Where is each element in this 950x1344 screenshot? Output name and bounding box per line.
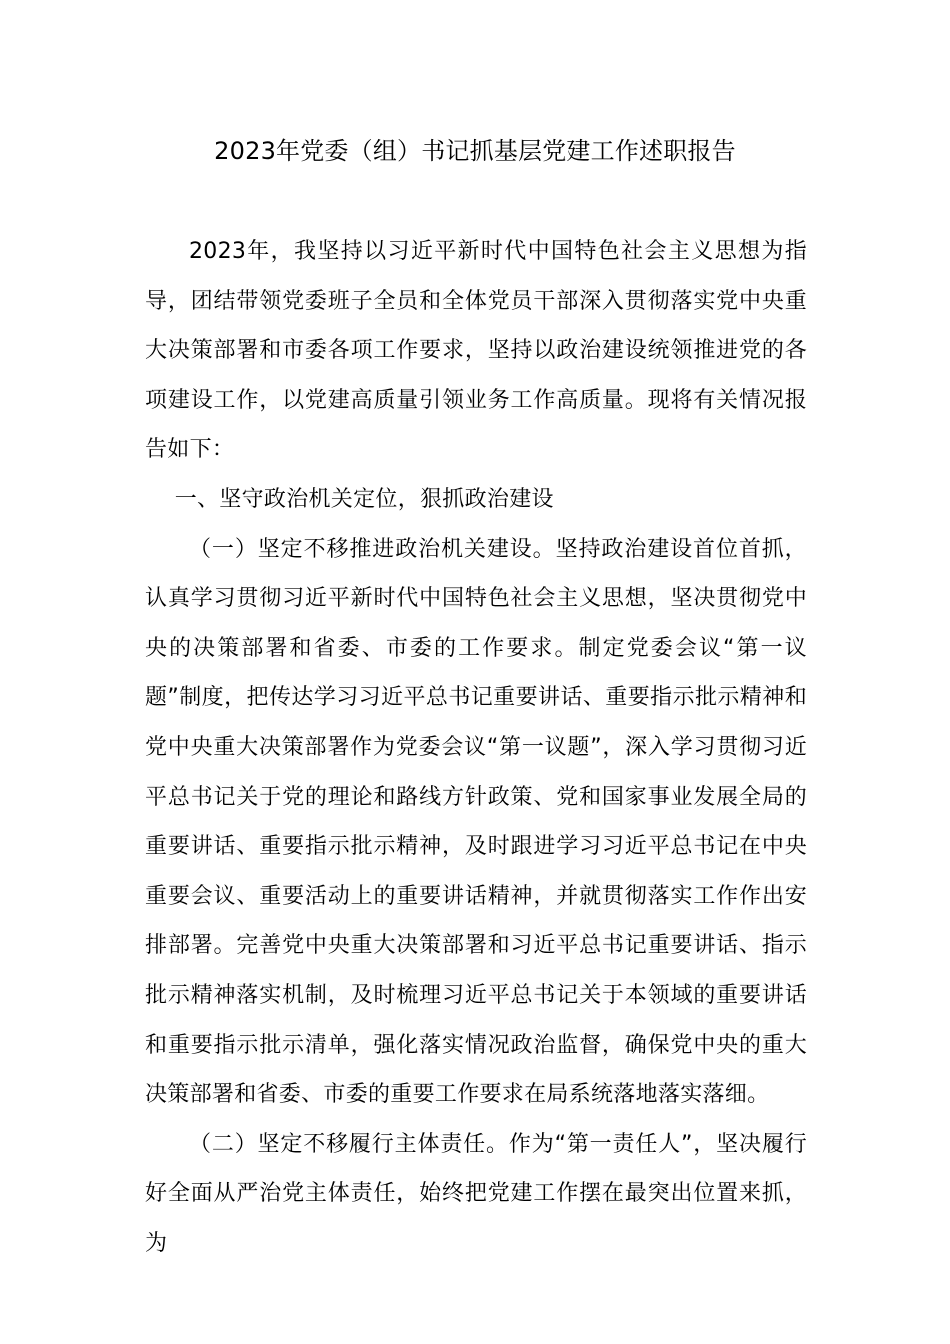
document-body <box>145 227 807 1268</box>
item-2-lead: （二）坚定不移履行主体责任。 <box>189 1131 509 1157</box>
section-heading-1: 一、坚守政治机关定位，狠抓政治建设 <box>174 486 554 512</box>
item-1-text: 坚持政治建设首位首抓，认真学习贯彻习近平新时代中国特色社会主义思想，坚决贯彻党中央的决策部署和省委、市委的工作要求。制定党委会议“第一议题”制度，把传达学习习近平总书记重要讲话、重要指示批示精神和党中央重大决策部署作为党委会议“第一议题”，深入学习贯彻习近平总书记关于党的理论和路线方针政策、党和国家事业发展全局的重要讲话、重要指示批示精神，及时跟进学习习近平总书记在中央重要会议、重要活动上的重要讲话精神，并就贯彻落实工作作出安排部署。完善党中央重大决策部署和习近平总书记重要讲话、指示批示精神落实机制，及时梳理习近平总书记关于本领域的重要讲话和重要指示批示清单，强化落实情况政治监督，确保党中央的重大决策部署和省委、市委的重要工作要求在局系统落地落实落细。 <box>145 536 807 1108</box>
document-title: 2023年党委（组）书记抓基层党建工作述职报告 <box>214 137 736 165</box>
paragraph-item-1 <box>145 525 807 1120</box>
paragraph-item-2 <box>145 1120 807 1269</box>
item-1-lead: （一）坚定不移推进政治机关建设。 <box>189 536 556 562</box>
intro-paragraph: 2023年，我坚持以习近平新时代中国特色社会主义思想为指导，团结带领党委班子全员和全体党员干部深入贯彻落实党中央重大决策部署和市委各项工作要求，坚持以政治建设统领推进党的各项建设工作，以党建高质量引领业务工作高质量。现将有关情况报告如下： <box>145 239 807 463</box>
item-2-text: 作为“第一责任人”，坚决履行好全面从严治党主体责任，始终把党建工作摆在最突出位置来抓，为 <box>145 1131 807 1256</box>
